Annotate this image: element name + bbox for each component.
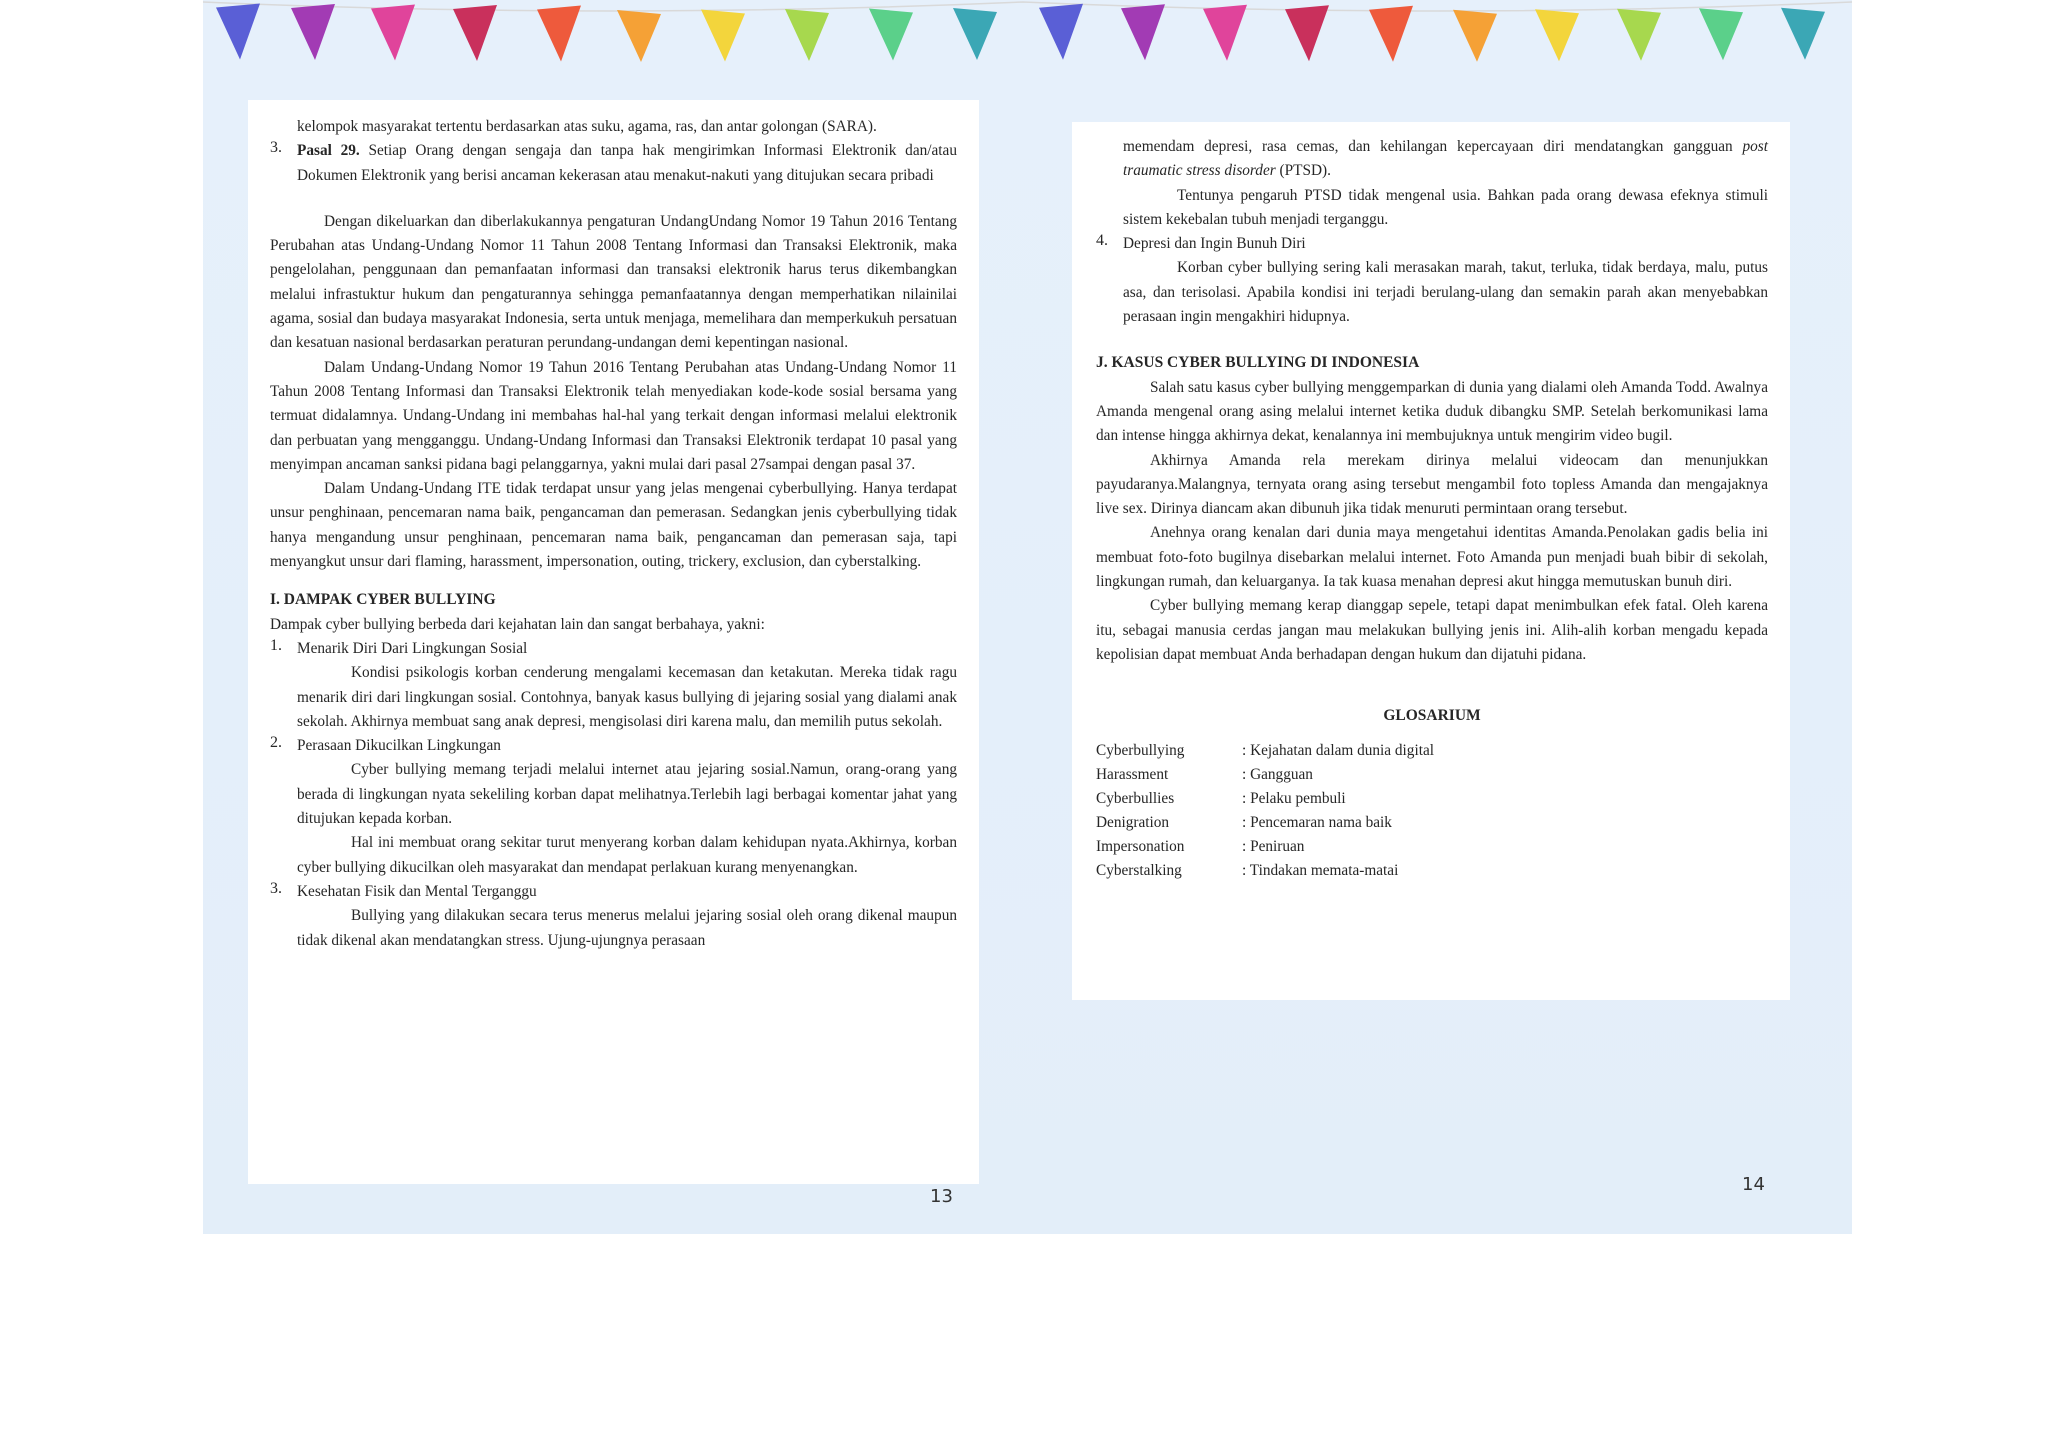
bunting-flag <box>701 10 745 62</box>
list-item-title: Depresi dan Ingin Bunuh Diri <box>1123 235 1306 253</box>
ptsd-term: post traumatic stress disorder <box>1123 138 1768 180</box>
glossary-list <box>1096 739 1768 883</box>
glossary-definition: : Peniruan <box>1242 838 1305 856</box>
continuation-text: memendam depresi, rasa cemas, dan kehilangan kepercayaan diri mendatangkan gangguan post traumatic stress disorder (PTSD). <box>1123 138 1768 180</box>
bunting-flag <box>1617 9 1661 61</box>
bunting-flag <box>371 5 415 61</box>
list-item-title: Perasaan Dikucilkan Lingkungan <box>297 737 501 755</box>
intro-continuation: kelompok masyarakat tertentu berdasarkan atas suku, agama, ras, dan antar golongan (SARA). <box>297 118 877 135</box>
bunting-flag <box>1535 9 1579 61</box>
list-item-impact-1 <box>270 637 957 661</box>
pasal-text: Setiap Orang dengan sengaja dan tanpa hak mengirimkan Informasi Elektronik dan/atau Dokumen Elektronik yang berisi ancaman kekerasan atau menakut-nakuti yang ditujukan secara pribadi <box>297 142 957 184</box>
list-number: 2. <box>270 734 282 752</box>
glossary-term: Impersonation <box>1096 838 1185 856</box>
glossary-definition: : Gangguan <box>1242 766 1313 784</box>
glossary-definition: : Pelaku pembuli <box>1242 790 1346 808</box>
glossary-term: Denigration <box>1096 814 1170 832</box>
paragraph: Akhirnya Amanda rela merekam dirinya melalui videocam dan menunjukkan payudaranya.Malangnya, ternyata orang asing tersebut mengambil foto topless Amanda dan mengajaknya live sex. Dirinya diancam akan dibunuh jika tidak menuruti permintaan orang tersebut. <box>1096 451 1768 518</box>
paragraph: Anehnya orang kenalan dari dunia maya mengetahui identitas Amanda.Penolakan gadis belia ini membuat foto-foto bugilnya disebarkan melalui internet. Foto Amanda pun menjadi buah bibir di sekolah, lingkungan rumah, dan keluarganya. Ia tak kuasa menahan depresi akut hingga memutuskan bunuh diri. <box>1096 524 1768 591</box>
glossary-definition: : Pencemaran nama baik <box>1242 814 1392 832</box>
bunting-flag <box>953 8 997 60</box>
paragraph: Dengan dikeluarkan dan diberlakukannya pengaturan UndangUndang Nomor 19 Tahun 2016 Tentang Perubahan atas Undang-Undang Nomor 11 Tahun 2008 Tentang Informasi dan Transaksi Elektronik, maka pengelolahan, penggunaan dan pemanfaatan informasi dan transaksi elektronik harus terus dikembangkan melalui infrastuktur hukum dan pengaturannya sehingga pemanfaatannya dengan memperhatikan nilainilai agama, sosial dan budaya masyarakat Indonesia, serta untuk menjaga, memelihara dan memperkukuh persatuan dan kesatuan nasional berdasarkan peraturan perundang-undangan demi kepentingan nasional. <box>270 212 957 352</box>
bunting-flag <box>291 4 335 60</box>
continuation-text: Tentunya pengaruh PTSD tidak mengenal usia. Bahkan pada orang dewasa efeknya stimuli sistem kekebalan tubuh menjadi terganggu. <box>1123 186 1768 228</box>
paragraph: Dalam Undang-Undang ITE tidak terdapat unsur yang jelas mengenai cyberbullying. Hanya terdapat unsur penghinaan, pencemaran nama baik, pengancaman dan pemerasan. Sedangkan jenis cyberbullying tidak hanya mengandung unsur penghinaan, pencemaran nama baik, pengancaman dan pemerasan saja, tapi menyangkut unsur dari flaming, harassment, impersonation, outing, trickery, exclusion, dan cyberstalking. <box>270 480 957 571</box>
bunting-flag <box>1121 4 1165 60</box>
glossary-row <box>1096 859 1768 883</box>
paragraph: Cyber bullying memang kerap dianggap sepele, tetapi dapat menimbulkan efek fatal. Oleh karena itu, sebagai manusia cerdas jangan mau melakukan bullying jenis ini. Alih-alih korban mengadu kepada kepolisian dapat membuat Anda berhadapan dengan hukum dan dijatuhi pidana. <box>1096 597 1768 663</box>
page-14 <box>1072 122 1790 1000</box>
section-heading-i: I. DAMPAK CYBER BULLYING <box>270 591 496 609</box>
glossary-term: Harassment <box>1096 766 1169 784</box>
list-item-impact-2 <box>270 734 957 758</box>
bunting-decoration <box>203 0 1852 95</box>
bunting-flag <box>785 9 829 61</box>
bunting-flag <box>1453 10 1497 62</box>
bunting-flag <box>1781 8 1825 60</box>
bunting-flag <box>216 4 260 60</box>
bunting-flag <box>537 6 581 62</box>
page-13 <box>248 100 979 1184</box>
bunting-flag <box>1285 5 1329 61</box>
list-item-text: Kondisi psikologis korban cenderung mengalami kecemasan dan ketakutan. Mereka tidak ragu menarik diri dari lingkungan sosial. Contohnya, banyak kasus bullying di jejaring sosial yang dialami anak sekolah. Akhirnya membuat sang anak depresi, mengisolasi diri karena malu, dan memilih putus sekolah. <box>297 664 957 730</box>
glossary-row <box>1096 811 1768 835</box>
bunting-flag <box>617 10 661 62</box>
glossary-row <box>1096 787 1768 811</box>
list-item-pasal-29 <box>270 139 957 188</box>
glossary-definition: : Tindakan memata-matai <box>1242 862 1399 880</box>
page-number-13: 13 <box>930 1186 953 1207</box>
paragraph: Salah satu kasus cyber bullying menggemparkan di dunia yang dialami oleh Amanda Todd. Awalnya Amanda mengenal orang asing melalui internet ketika duduk dibangku SMP. Setelah berkomunikasi lama dan intense hingga akhirnya dekat, kenalannya ini membujuknya untuk mengirim video bugil. <box>1096 378 1768 445</box>
glossary-title: GLOSARIUM <box>1383 707 1481 725</box>
list-item-text: Cyber bullying memang terjadi melalui internet atau jejaring sosial.Namun, orang-orang yang berada di lingkungan nyata sekeliling korban dapat melihatnya.Terlebih lagi berbagai komentar jahat yang ditujukan kepada korban. <box>297 761 957 828</box>
bunting-flag <box>869 9 913 61</box>
bunting-flag <box>1203 5 1247 61</box>
bunting-flag <box>453 5 497 61</box>
book-spread <box>203 0 1852 1234</box>
list-item-text: Korban cyber bullying sering kali merasakan marah, takut, terluka, tidak berdaya, malu, putus asa, dan terisolasi. Apabila kondisi ini terjadi berulang-ulang dan semakin parah akan menyebabkan perasaan ingin mengakhiri hidupnya. <box>1123 259 1768 326</box>
pasal-label: Pasal 29. <box>297 142 360 160</box>
list-item-title: Kesehatan Fisik dan Mental Terganggu <box>297 882 537 900</box>
section-intro: Dampak cyber bullying berbeda dari kejahatan lain dan sangat berbahaya, yakni: <box>270 615 765 633</box>
glossary-definition: : Kejahatan dalam dunia digital <box>1242 742 1434 760</box>
paragraph: Dalam Undang-Undang Nomor 19 Tahun 2016 Tentang Perubahan atas Undang-Undang Nomor 11 Tahun 2008 Tentang Informasi dan Transaksi Elektronik telah menyediakan kode-kode sosial bersama yang termuat didalamnya. Undang-Undang ini membahas hal-hal yang terkait dengan informasi melalui elektronik dan perbuatan yang mengganggu. Undang-Undang Informasi dan Transaksi Elektronik terdapat 10 pasal yang menyimpan ancaman sanksi pidana bagi pelanggarnya, yakni mulai dari pasal 27sampai dengan pasal 37. <box>270 358 957 473</box>
list-number: 1. <box>270 636 282 654</box>
glossary-term: Cyberbullies <box>1096 790 1175 808</box>
page-number-14: 14 <box>1742 1174 1765 1195</box>
glossary-row <box>1096 763 1768 787</box>
list-number: 4. <box>1096 232 1108 250</box>
list-item-text: Hal ini membuat orang sekitar turut menyerang korban dalam kehidupan nyata.Akhirnya, korban cyber bullying dikucilkan oleh masyarakat dan mendapat perlakuan kurang menyenangkan. <box>297 834 957 876</box>
glossary-term: Cyberstalking <box>1096 862 1182 880</box>
list-number: 3. <box>270 879 282 897</box>
section-heading-j: J. KASUS CYBER BULLYING DI INDONESIA <box>1096 354 1420 372</box>
list-number: 3. <box>270 139 282 157</box>
list-item-title: Menarik Diri Dari Lingkungan Sosial <box>297 639 528 657</box>
list-item-impact-3 <box>270 880 957 904</box>
bunting-flag <box>1039 4 1083 60</box>
bunting-flag <box>1699 8 1743 60</box>
list-item-text: Bullying yang dilakukan secara terus menerus melalui jejaring sosial oleh orang dikenal maupun tidak dikenal akan mendatangkan stress. Ujung-ujungnya perasaan <box>297 907 957 949</box>
glossary-row <box>1096 739 1768 763</box>
list-item-impact-4 <box>1096 232 1768 256</box>
glossary-row <box>1096 835 1768 859</box>
bunting-flag <box>1369 6 1413 62</box>
glossary-term: Cyberbullying <box>1096 742 1185 760</box>
